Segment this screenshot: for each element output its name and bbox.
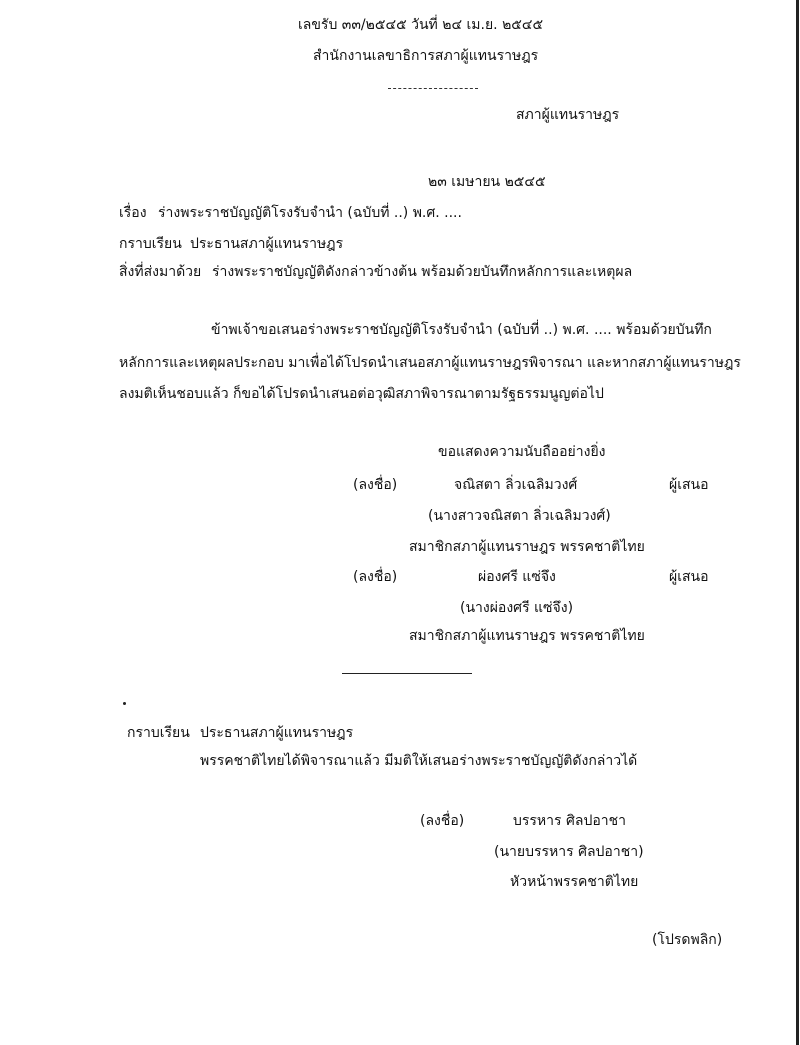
enclosure-text: ร่างพระราชบัญญัติดังกล่าวข้างต้น พร้อมด้วยบันทึกหลักการและเหตุผล (212, 264, 633, 280)
endorsement-salutation-label: กราบเรียน (127, 725, 190, 741)
page-edge (796, 0, 799, 1045)
salutation-label: กราบเรียน (119, 236, 182, 252)
subject-label: เรื่อง (119, 205, 147, 221)
sign-label: (ลงชื่อ) (353, 569, 398, 585)
signature-name: จณิสตา ลิ่วเฉลิมวงศ์ (454, 477, 578, 493)
enclosure-label: สิ่งที่ส่งมาด้วย (119, 264, 202, 280)
endorsement-text: พรรคชาติไทยได้พิจารณาแล้ว มีมติให้เสนอร่างพระราชบัญญัติดังกล่าวได้ (200, 753, 638, 769)
endorsement-salutation: ประธานสภาผู้แทนราษฎร (200, 725, 354, 741)
salutation-text: ประธานสภาผู้แทนราษฎร (190, 236, 344, 252)
sender-place: สภาผู้แทนราษฎร (516, 107, 620, 123)
subject-text: ร่างพระราชบัญญัติโรงรับจำนำ (ฉบับที่ ..) พ.ศ. .... (158, 205, 462, 221)
header-divider (388, 88, 478, 89)
endorsement-sign-label: (ลงชื่อ) (420, 813, 465, 829)
signer-position: สมาชิกสภาผู้แทนราษฎร พรรคชาติไทย (409, 628, 645, 644)
turn-over-note: (โปรดพลิก) (652, 932, 723, 948)
sign-label: (ลงชื่อ) (353, 477, 398, 493)
receipt-stamp: เลขรับ ๓๓/๒๕๔๕ วันที่ ๒๔ เม.ย. ๒๕๔๕ (298, 17, 544, 33)
proposer-role: ผู้เสนอ (669, 569, 709, 585)
signer-full-name: (นางผ่องศรี แซ่จึง) (460, 600, 574, 616)
signer-full-name: (นางสาวจณิสตา ลิ่วเฉลิมวงศ์) (428, 508, 611, 524)
office-name: สำนักงานเลขาธิการสภาผู้แทนราษฎร (313, 48, 539, 64)
signature-name: ผ่องศรี แซ่จึง (478, 569, 556, 585)
signer-position: สมาชิกสภาผู้แทนราษฎร พรรคชาติไทย (409, 539, 645, 555)
stray-mark (123, 702, 126, 705)
section-divider (342, 673, 472, 674)
endorsement-position: หัวหน้าพรรคชาติไทย (510, 874, 639, 890)
body-line-1: ข้าพเจ้าขอเสนอร่างพระราชบัญญัติโรงรับจำนำ (ฉบับที่ ..) พ.ศ. .... พร้อมด้วยบันทึก (211, 322, 712, 338)
endorsement-full-name: (นายบรรหาร ศิลปอาชา) (494, 844, 644, 860)
closing: ขอแสดงความนับถืออย่างยิ่ง (438, 444, 606, 460)
letter-date: ๒๓ เมษายน ๒๕๔๕ (428, 174, 546, 190)
proposer-role: ผู้เสนอ (669, 477, 709, 493)
body-line-3: ลงมติเห็นชอบแล้ว ก็ขอได้โปรดนำเสนอต่อวุฒิสภาพิจารณาตามรัฐธรรมนูญต่อไป (119, 386, 604, 402)
endorsement-signature: บรรหาร ศิลปอาชา (513, 813, 626, 829)
body-line-2: หลักการและเหตุผลประกอบ มาเพื่อได้โปรดนำเสนอสภาผู้แทนราษฎรพิจารณา และหากสภาผู้แทนราษฎร (119, 355, 741, 371)
